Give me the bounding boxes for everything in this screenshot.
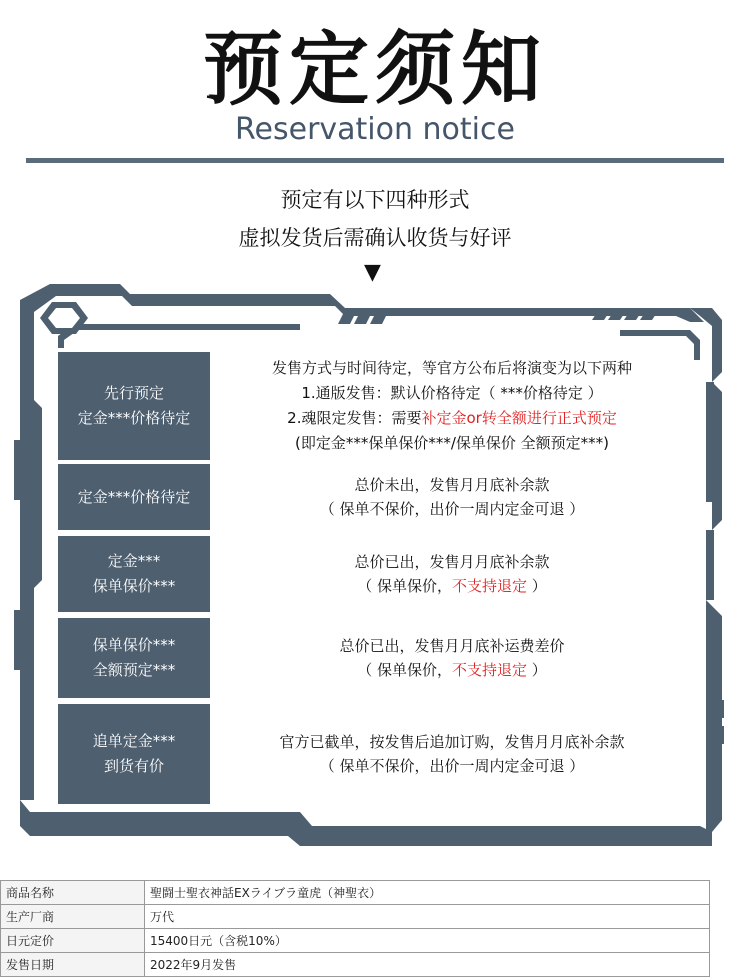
down-arrow-icon: ▼	[364, 260, 381, 285]
table-key-cell: 日元定价	[1, 929, 145, 953]
table-value-cell: 聖闘士聖衣神話EXライブラ童虎（神聖衣）	[145, 881, 710, 905]
row-1-label-line: 定金***价格待定	[77, 409, 191, 427]
row-2-label	[58, 464, 210, 530]
row-1-label-line: 先行预定	[103, 384, 164, 402]
text-run: 官方已截单，按发售后追加订购，发售月月底补余款	[279, 733, 625, 751]
row-4-desc-line	[339, 634, 564, 658]
reservation-row-4	[58, 618, 694, 698]
highlight-text: 不支持退定	[451, 577, 527, 595]
row-3-desc-line	[357, 574, 547, 598]
text-run: 总价未出，发售月月底补余款	[354, 476, 550, 494]
row-3-desc-line	[354, 550, 549, 574]
row-3-description	[210, 536, 694, 612]
row-4-desc-line	[357, 658, 547, 682]
table-value-cell: 2022年9月发售	[145, 953, 710, 977]
row-3-label	[58, 536, 210, 612]
table-value-cell: 万代	[145, 905, 710, 929]
table-key-cell: 生产厂商	[1, 905, 145, 929]
row-2-desc-line	[354, 473, 549, 497]
row-1-desc-line	[295, 431, 609, 456]
table-row	[1, 881, 710, 905]
row-4-label-line: 全额预定***	[92, 661, 176, 679]
row-4-description	[210, 618, 694, 698]
intro-line-1: 预定有以下四种形式	[280, 188, 470, 212]
row-1-desc-line	[287, 406, 617, 431]
header-divider	[26, 158, 724, 163]
row-5-desc-line	[279, 730, 624, 754]
text-run: 1.通版发售：默认价格待定（ ***价格待定 ）	[301, 384, 603, 402]
text-run: 总价已出，发售月月底补运费差价	[339, 637, 565, 655]
product-info-table	[0, 880, 710, 977]
row-2-description	[210, 464, 694, 530]
text-run: (即定金***保单保价***/保单保价 全额预定***)	[294, 434, 610, 452]
row-1-desc-line	[272, 356, 632, 381]
row-4-label	[58, 618, 210, 698]
reservation-row-5	[58, 704, 694, 804]
text-run: （ 保单不保价，出价一周内定金可退 ）	[319, 500, 585, 518]
text-run: （ 保单不保价，出价一周内定金可退 ）	[319, 757, 585, 775]
row-3-label-line: 保单保价***	[92, 577, 176, 595]
page-title: 预定须知	[203, 23, 547, 116]
table-value-cell: 15400日元（含税10%）	[145, 929, 710, 953]
row-4-label-line: 保单保价***	[92, 636, 176, 654]
highlight-text: 不支持退定	[451, 661, 527, 679]
table-key-cell: 发售日期	[1, 953, 145, 977]
text-run: （ 保单保价，	[357, 661, 452, 679]
row-3-label-line: 定金***	[107, 552, 161, 570]
reservation-row-1	[58, 352, 694, 460]
row-5-label-line: 到货有价	[103, 757, 164, 775]
row-5-label-line: 追单定金***	[92, 732, 176, 750]
table-row	[1, 953, 710, 977]
table-row	[1, 929, 710, 953]
row-1-description	[210, 352, 694, 460]
reservation-row-2	[58, 464, 694, 530]
table-key-cell: 商品名称	[1, 881, 145, 905]
text-run: ）	[527, 577, 547, 595]
highlight-text: 补定金or转全额进行正式预定	[421, 409, 617, 427]
row-2-desc-line	[320, 497, 585, 521]
row-5-description	[210, 704, 694, 804]
reservation-row-3	[58, 536, 694, 612]
row-1-label	[58, 352, 210, 460]
text-run: 总价已出，发售月月底补余款	[354, 553, 550, 571]
intro-line-2: 虚拟发货后需确认收货与好评	[238, 226, 512, 250]
row-5-label	[58, 704, 210, 804]
row-1-desc-line	[301, 381, 602, 406]
text-run: ）	[527, 661, 547, 679]
page-subtitle: Reservation notice	[235, 112, 515, 147]
row-5-desc-line	[320, 754, 585, 778]
table-row	[1, 905, 710, 929]
text-run: （ 保单保价，	[357, 577, 452, 595]
text-run: 2.魂限定发售：需要	[287, 409, 422, 427]
row-2-label-line: 定金***价格待定	[77, 487, 191, 506]
text-run: 发售方式与时间待定，等官方公布后将演变为以下两种	[271, 359, 632, 377]
